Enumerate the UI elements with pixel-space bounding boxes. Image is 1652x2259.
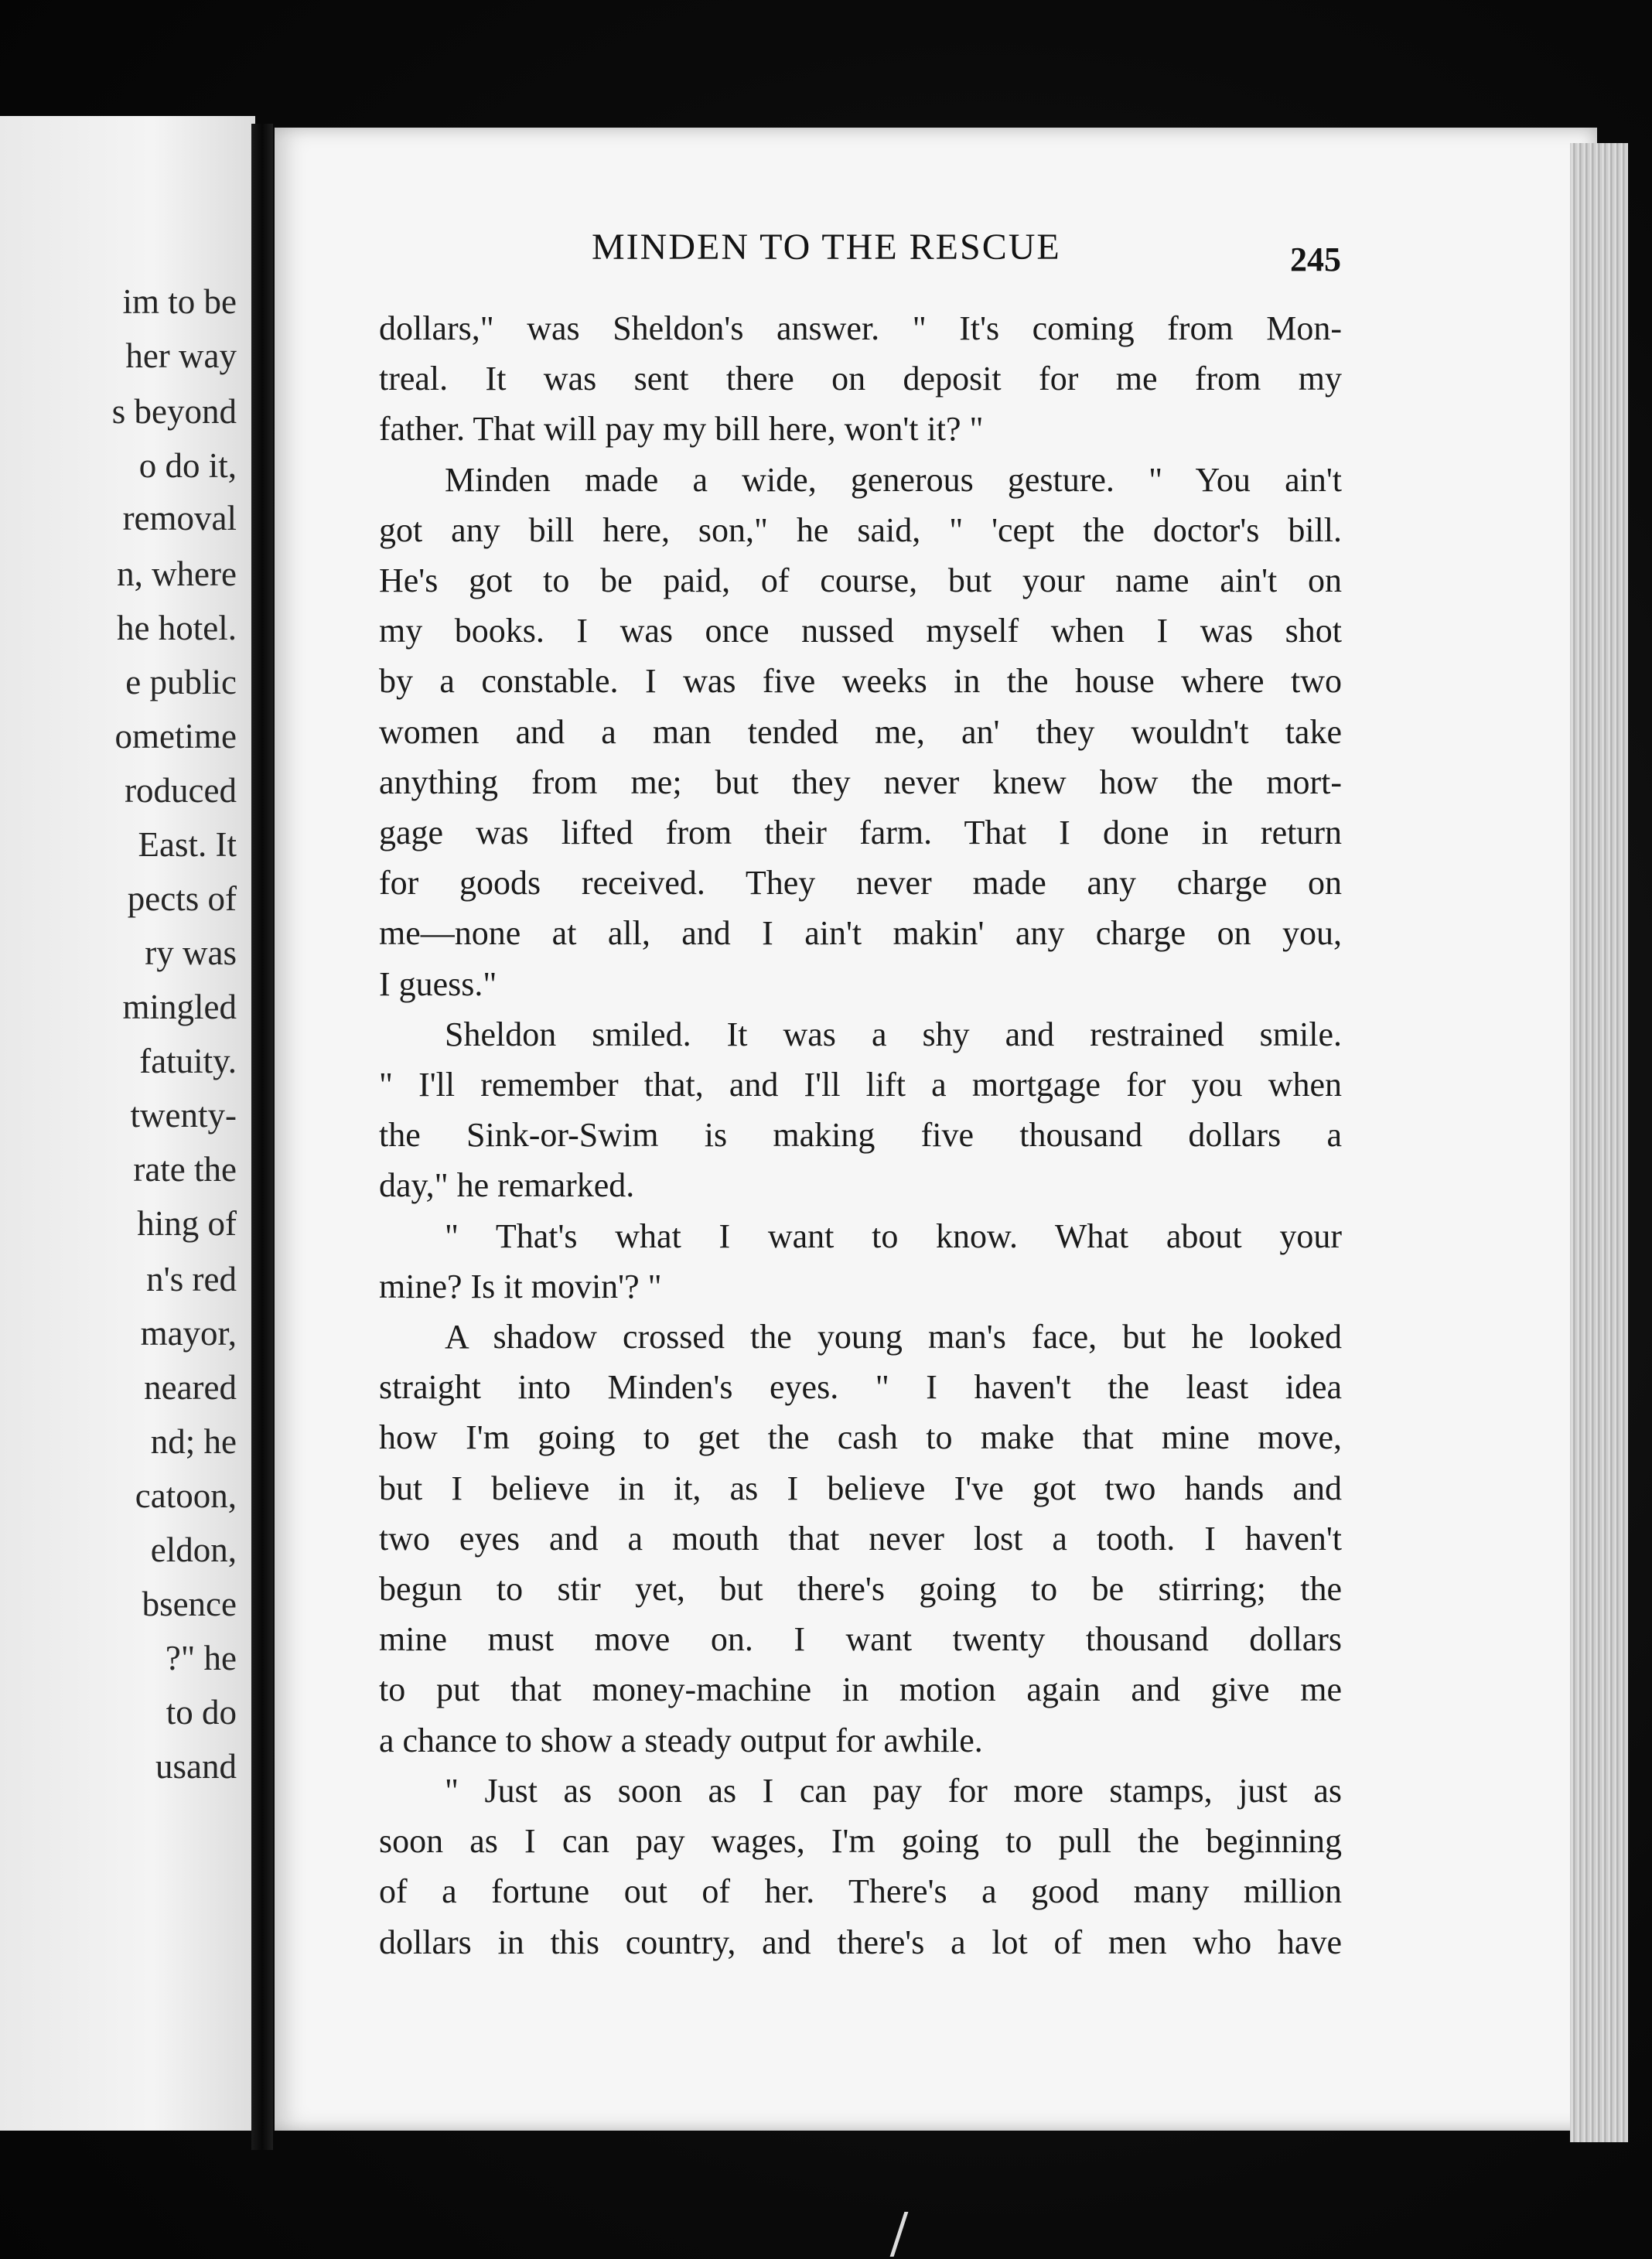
text-line: women and a man tended me, an' they wouldn't take <box>379 712 1342 751</box>
text-line: begun to stir yet, but there's going to be stirring; the <box>379 1570 1342 1609</box>
previous-page-line: e public <box>125 663 237 701</box>
previous-page-line: ?" he <box>165 1639 237 1677</box>
previous-page-line: fatuity. <box>139 1042 237 1080</box>
body-text <box>379 303 1342 1967</box>
text-line: Minden made a wide, generous gesture. " You ain't <box>445 460 1342 499</box>
text-line: anything from me; but they never knew how the mort- <box>379 763 1342 801</box>
previous-page-line: o do it, <box>138 446 237 485</box>
text-line: a chance to show a steady output for awhile. <box>379 1721 983 1759</box>
text-line: Sheldon smiled. It was a shy and restrained smile. <box>445 1015 1342 1053</box>
previous-page-line: removal <box>122 499 237 537</box>
previous-page-line: twenty- <box>130 1096 237 1135</box>
text-line: " That's what I want to know. What about your <box>445 1217 1342 1255</box>
previous-page-line: usand <box>155 1747 237 1786</box>
page-number: 245 <box>1290 241 1341 278</box>
text-line: of a fortune out of her. There's a good many million <box>379 1872 1342 1911</box>
previous-page-line: to do <box>166 1693 237 1732</box>
previous-page-line: s beyond <box>111 392 237 431</box>
text-line: my books. I was once nussed myself when I was shot <box>379 612 1342 650</box>
text-line: dollars," was Sheldon's answer. " It's coming from Mon- <box>379 309 1342 347</box>
previous-page-line: eldon, <box>150 1530 237 1569</box>
previous-page-line: bsence <box>142 1585 237 1623</box>
previous-page-line: pects of <box>127 879 237 918</box>
previous-page-line: her way <box>125 336 237 375</box>
text-line: " I'll remember that, and I'll lift a mortgage for you when <box>379 1066 1342 1104</box>
previous-page-line: East. It <box>138 825 237 864</box>
book-gutter <box>251 124 273 2150</box>
text-line: father. That will pay my bill here, won't it? " <box>379 410 984 449</box>
text-line: two eyes and a mouth that never lost a tooth. I haven't <box>379 1519 1342 1558</box>
running-head: MINDEN TO THE RESCUE <box>592 227 1061 268</box>
previous-page-line: roduced <box>125 771 237 810</box>
text-line: by a constable. I was five weeks in the house where two <box>379 662 1342 701</box>
text-line: He's got to be paid, of course, but your name ain't on <box>379 561 1342 600</box>
previous-page-line: he hotel. <box>117 609 237 647</box>
text-line: mine must move on. I want twenty thousand dollars <box>379 1620 1342 1659</box>
text-line: day," he remarked. <box>379 1166 635 1205</box>
previous-page-line: im to be <box>122 282 237 321</box>
text-line: I guess." <box>379 964 497 1003</box>
text-line: A shadow crossed the young man's face, but he looked <box>445 1318 1342 1356</box>
previous-page-line: ry was <box>145 933 237 972</box>
previous-page-line: ometime <box>114 717 237 756</box>
text-line: the Sink-or-Swim is making five thousand dollars a <box>379 1116 1342 1155</box>
previous-page <box>0 116 255 2131</box>
text-line: dollars in this country, and there's a lot of men who have <box>379 1923 1342 1961</box>
text-line: mine? Is it movin'? " <box>379 1267 662 1305</box>
text-line: but I believe in it, as I believe I've got two hands and <box>379 1469 1342 1507</box>
previous-page-line: neared <box>144 1368 237 1407</box>
text-line: me—none at all, and I ain't makin' any charge on you, <box>379 914 1342 953</box>
previous-page-line: mayor, <box>140 1314 237 1353</box>
previous-page-line: rate the <box>133 1150 237 1189</box>
text-line: for goods received. They never made any charge on <box>379 864 1342 903</box>
previous-page-line: catoon, <box>135 1476 237 1515</box>
previous-page-line: mingled <box>122 988 237 1026</box>
text-line: got any bill here, son," he said, " 'cept the doctor's bill. <box>379 510 1342 549</box>
text-line: gage was lifted from their farm. That I done in return <box>379 814 1342 852</box>
text-line: how I'm going to get the cash to make that mine move, <box>379 1418 1342 1457</box>
text-line: straight into Minden's eyes. " I haven't the least idea <box>379 1368 1342 1407</box>
text-line: treal. It was sent there on deposit for me from my <box>379 360 1342 398</box>
text-line: " Just as soon as I can pay for more stamps, just as <box>445 1771 1342 1810</box>
previous-page-line: n's red <box>146 1260 237 1298</box>
text-line: soon as I can pay wages, I'm going to pull the beginning <box>379 1822 1342 1861</box>
page-edges <box>1570 143 1628 2142</box>
previous-page-line: hing of <box>137 1204 237 1243</box>
previous-page-line: nd; he <box>150 1422 237 1461</box>
text-line: to put that money-machine in motion again and give me <box>379 1670 1342 1709</box>
previous-page-line: n, where <box>117 555 237 593</box>
